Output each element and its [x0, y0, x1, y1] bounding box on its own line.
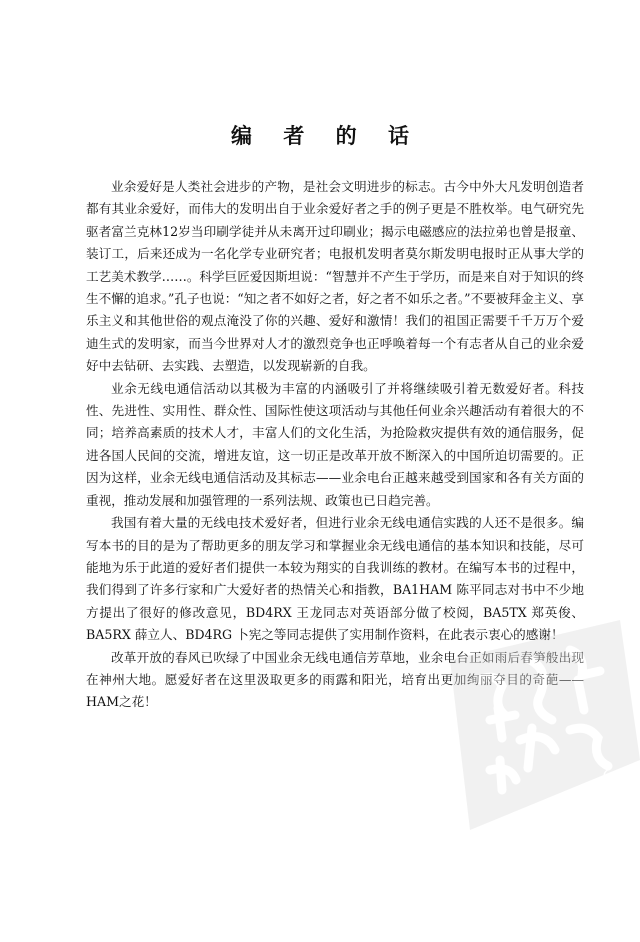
paragraph-3: 我国有着大量的无线电技术爱好者，但进行业余无线电通信实践的人还不是很多。编写本书的目的是为了帮助更多的朋友学习和掌握业余无线电通信的基本知识和技能，尽可能地为乐于此道的爱好者们提供一本较为翔实的自我训练的教材。在编写本书的过程中，我们得到了许多行家和广大爱好者的热情关心和指教，BA1HAM 陈平同志对书中不少地方提出了很好的修改意见，BD4RX 王龙同志对英语部分做了校阅，BA5TX 郑英俊、BA5RX 薛立人、BD4RG 卜宪之等同志提供了实用制作资料，在此表示衷心的感谢！	[86, 515, 584, 643]
paragraph-4: 改革开放的春风已吹绿了中国业余无线电通信芳草地，业余电台正如雨后春笋般出现在神州大地。愿爱好者在这里汲取更多的雨露和阳光，培育出更加绚丽夺目的奇葩——HAM之花！	[86, 649, 584, 710]
watermark-label: PDG	[585, 765, 621, 805]
watermark-diamond	[450, 620, 640, 830]
watermark-seal	[420, 620, 640, 830]
page-title: 编 者 的 话	[231, 124, 421, 148]
paragraph-1: 业余爱好是人类社会进步的产物，是社会文明进步的标志。古今中外大凡发明创造者都有其业余爱好，而伟大的发明出自于业余爱好者之手的例子更是不胜枚举。电气研究先驱者富兰克林12岁当印刷学徒并从未离开过印刷业；揭示电磁感应的法拉弟也曾是报童、装订工，后来还成为一名化学专业研究者；电报机发明者莫尔斯发明电报时正从事大学的工艺美术教学……。科学巨匠爱因斯坦说：“智慧并不产生于学历，而是来自对于知识的终生不懈的追求。”孔子也说：“知之者不如好之者，好之者不如乐之者。”不要被拜金主义、享乐主义和其他世俗的观点淹没了你的兴趣、爱好和激情！我们的祖国正需要千千万万个爱迪生式的发明家，而当今世界对人才的激烈竞争也正呼唤着每一个有志者从自己的业余爱好中去钻研、去实践、去塑造，以发现崭新的自我。	[86, 179, 584, 374]
paragraph-2: 业余无线电通信活动以其极为丰富的内涵吸引了并将继续吸引着无数爱好者。科技性、先进性、实用性、群众性、国际性使这项活动与其他任何业余兴趣活动有着很大的不同；培养高素质的技术人才，丰富人们的文化生活，为抢险救灾提供有效的通信服务，促进各国人民间的交流，增进友谊，这一切正是改革开放不断深入的中国所迫切需要的。正因为这样，业余无线电通信活动及其标志——业余电台正越来越受到国家和各有关方面的重视，推动发展和加强管理的一系列法规、政策也已日趋完善。	[86, 380, 584, 508]
